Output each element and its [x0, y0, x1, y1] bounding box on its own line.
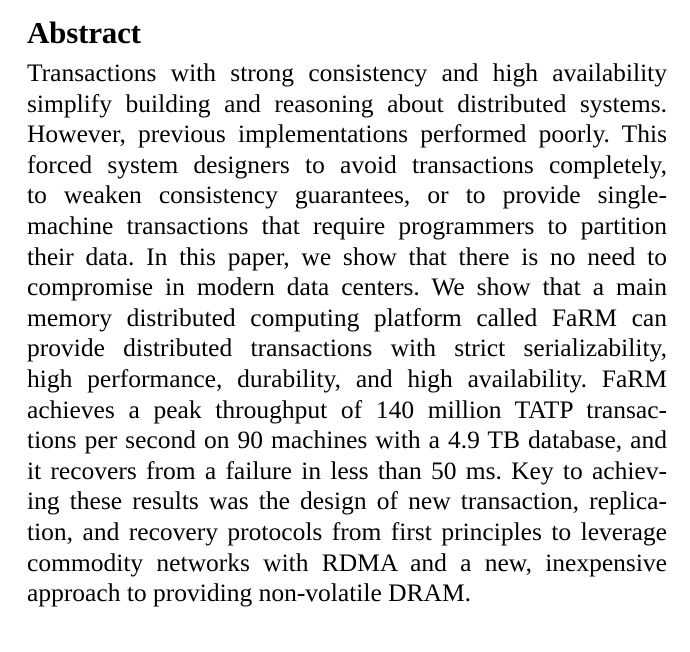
paragraph-line: it recovers from a failure in less than 50 ms. Key to achiev- — [27, 455, 667, 485]
paragraph-line: memory distributed computing platform called FaRM can — [27, 302, 667, 332]
paragraph-line: their data. In this paper, we show that there is no need to — [27, 241, 667, 271]
paragraph-line: provide distributed transactions with strict serializability, — [27, 333, 667, 363]
paragraph-line: high performance, durability, and high availability. FaRM — [27, 363, 667, 393]
paragraph-line: Transactions with strong consistency and high availability — [27, 58, 667, 87]
section-heading: Abstract — [27, 15, 141, 50]
paragraph-line: tions per second on 90 machines with a 4.9 TB database, and — [27, 425, 667, 455]
paragraph-line: machine transactions that require programmers to partition — [27, 210, 667, 240]
paragraph-line: compromise in modern data centers. We show that a main — [27, 272, 667, 302]
paragraph-line: approach to providing non-volatile DRAM. — [27, 578, 472, 608]
paragraph-line: tion, and recovery protocols from first principles to leverage — [27, 516, 667, 546]
paragraph-line: simplify building and reasoning about distributed systems. — [27, 88, 667, 118]
abstract-section — [27, 14, 667, 609]
paragraph-line: ing these results was the design of new transaction, replica- — [27, 486, 667, 516]
paragraph-line: commodity networks with RDMA and a new, inexpensive — [27, 547, 667, 577]
paragraph-line: to weaken consistency guarantees, or to provide single- — [27, 180, 667, 210]
paragraph-line: However, previous implementations performed poorly. This — [27, 119, 667, 149]
abstract-paragraph — [27, 58, 667, 609]
paragraph-line: forced system designers to avoid transactions completely, — [27, 149, 667, 179]
paragraph-line: achieves a peak throughput of 140 million TATP transac- — [27, 394, 667, 424]
